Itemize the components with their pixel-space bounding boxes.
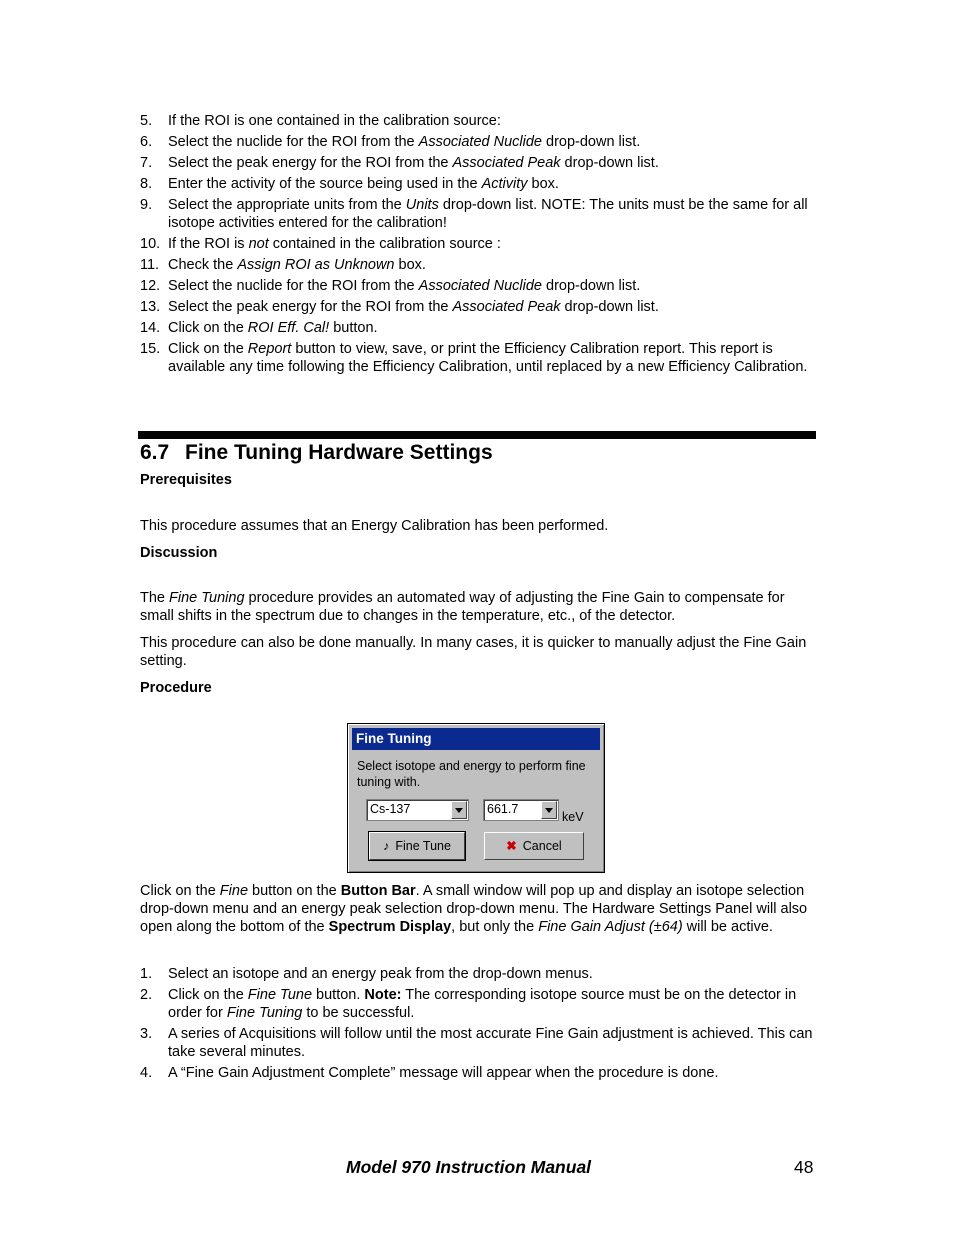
list-item: 8. Enter the activity of the source being used in the Activity box. (140, 176, 559, 192)
section-title: Fine Tuning Hardware Settings (185, 441, 493, 464)
fine-tuning-dialog (347, 723, 605, 873)
list-item: 3. A series of Acquisitions will follow until the most accurate Fine Gain adjustment is achieved. This can take several minutes. (140, 1026, 813, 1060)
list-item: 5. If the ROI is one contained in the calibration source: (140, 113, 501, 129)
list-item: 12. Select the nuclide for the ROI from the Associated Nuclide drop-down list. (140, 278, 641, 294)
energy-unit-label: keV (562, 810, 584, 824)
list-item: 15. Click on the Report button to view, save, or print the Efficiency Calibration report. This report is available any time following the Efficiency Calibration, until replaced by a new Efficiency Calibration. (140, 341, 808, 375)
list-item: 10. If the ROI is not contained in the calibration source : (140, 236, 501, 252)
list-item: 1. Select an isotope and an energy peak from the drop-down menus. (140, 966, 593, 982)
section-number: 6.7 (140, 441, 170, 464)
section-heading (140, 441, 493, 465)
cancel-label: Cancel (522, 839, 562, 853)
discussion-paragraph-2: This procedure can also be done manually. In many cases, it is quicker to manually adjust the Fine Gain setting. (140, 635, 807, 669)
discussion-heading: Discussion (140, 545, 218, 561)
fine-tune-label: Fine Tune (395, 839, 451, 853)
discussion-paragraph-1: The Fine Tuning procedure provides an automated way of adjusting the Fine Gain to compensate for small shifts in the spectrum due to changes in the temperature, etc., of the detector. (140, 590, 785, 624)
list-item: 9. Select the appropriate units from the Units drop-down list. NOTE: The units must be the same for all isotope activities entered for the calibration! (140, 197, 808, 231)
energy-value: 661.7 (487, 802, 519, 816)
music-note-icon: ♪ (383, 839, 390, 853)
list-item: 13. Select the peak energy for the ROI from the Associated Peak drop-down list. (140, 299, 659, 315)
fine-tune-steps-list (140, 965, 816, 1085)
dialog-title-bar: Fine Tuning (352, 728, 600, 750)
list-item: 6. Select the nuclide for the ROI from the Associated Nuclide drop-down list. (140, 134, 641, 150)
procedure-heading: Procedure (140, 680, 212, 696)
close-icon: ✖ (506, 839, 517, 853)
chevron-down-icon[interactable] (451, 801, 467, 819)
list-item: 7. Select the peak energy for the ROI from the Associated Peak drop-down list. (140, 155, 659, 171)
list-item: 11. Check the Assign ROI as Unknown box. (140, 257, 426, 273)
isotope-value: Cs-137 (370, 802, 411, 816)
footer-title: Model 970 Instruction Manual (346, 1157, 592, 1177)
list-item: 2. Click on the Fine Tune button. Note: The corresponding isotope source must be on the detector in order for Fine Tuning to be successful. (140, 987, 797, 1021)
dialog-message: Select isotope and energy to perform fine tuning with. (357, 759, 586, 789)
prerequisites-heading: Prerequisites (140, 472, 232, 488)
dialog-explanation: Click on the Fine button on the Button Bar. A small window will pop up and display an isotope selection drop-down menu and an energy peak selection drop-down menu. The Hardware Settings Panel will also open along the bottom of the Spectrum Display, but only the Fine Gain Adjust (±64) will be active. (140, 883, 808, 935)
section-rule (138, 431, 816, 439)
page-number: 48 (794, 1157, 814, 1177)
list-item: 4. A “Fine Gain Adjustment Complete” message will appear when the procedure is done. (140, 1065, 719, 1081)
isotope-dropdown[interactable] (366, 799, 469, 821)
prerequisites-text: This procedure assumes that an Energy Calibration has been performed. (140, 518, 609, 534)
energy-dropdown[interactable] (483, 799, 559, 821)
chevron-down-icon[interactable] (541, 801, 557, 819)
procedure-steps-list (140, 112, 816, 379)
list-item: 14. Click on the ROI Eff. Cal! button. (140, 320, 378, 336)
cancel-button[interactable] (484, 832, 584, 860)
fine-tune-button[interactable] (369, 832, 465, 860)
